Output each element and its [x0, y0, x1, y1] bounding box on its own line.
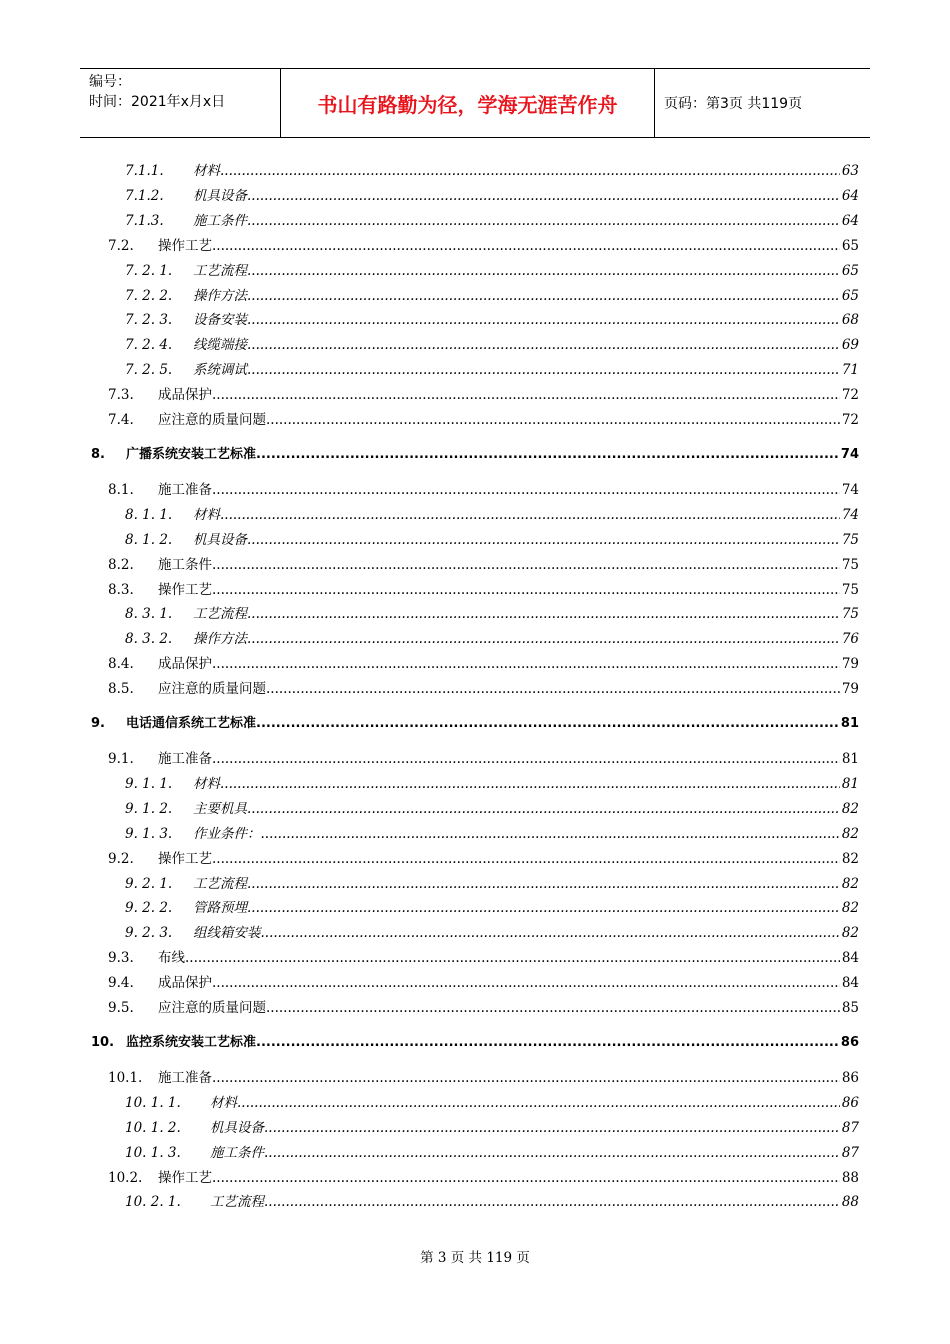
toc-entry-leader [210, 1093, 840, 1113]
toc-entry-leader [158, 654, 840, 674]
toc-entry[interactable] [0, 236, 950, 256]
toc-entry-leader [158, 679, 840, 699]
toc-entry-number: 10. [91, 1034, 115, 1050]
toc-entry-leader [158, 410, 840, 430]
toc-entry-title: 施工条件 [193, 212, 247, 229]
toc-entry-number: 10. 1. 2. [125, 1119, 181, 1136]
toc-entry-leader [193, 530, 840, 550]
toc-entry[interactable] [0, 774, 950, 794]
toc-entry-page: 65 [841, 287, 859, 304]
toc-entry[interactable] [0, 799, 950, 819]
dot-leader [266, 410, 840, 430]
toc-entry-title: 成品保护 [158, 387, 212, 404]
toc-entry-title: 应注意的质量问题 [158, 1000, 266, 1016]
toc-entry-number: 9. 1. 2. [125, 800, 173, 817]
toc-entry[interactable] [0, 824, 950, 844]
toc-entry-page: 86 [841, 1094, 859, 1111]
toc-entry-number: 8. 3. 2. [125, 631, 173, 648]
toc-entry-leader [193, 874, 840, 894]
toc-entry-leader [193, 310, 840, 330]
toc-entry[interactable] [0, 874, 950, 894]
toc-entry-title: 成品保护 [158, 975, 212, 992]
dot-leader [266, 679, 840, 699]
toc-entry-title: 布线 [158, 950, 185, 967]
toc-entry[interactable] [0, 1068, 950, 1088]
toc-entry-number: 9. 2. 3. [125, 925, 173, 942]
toc-entry-page: 84 [841, 950, 859, 967]
dot-leader [212, 385, 840, 405]
toc-entry-number: 9. 1. 1. [125, 775, 173, 792]
toc-entry-number: 8.5. [108, 681, 134, 698]
dot-leader [247, 310, 840, 330]
toc-entry-leader [210, 1192, 840, 1212]
toc-entry-number: 7.1.3. [125, 212, 164, 229]
toc-entry-number: 9.4. [108, 975, 134, 992]
toc-entry-page: 81 [841, 751, 859, 767]
toc-entry-page: 88 [841, 1169, 859, 1186]
toc-entry-title: 组线箱安装 [193, 925, 261, 942]
toc-entry-page: 74 [841, 506, 859, 523]
toc-entry-leader [193, 824, 840, 844]
toc-entry-page: 64 [841, 187, 859, 204]
toc-entry-title: 作业条件： [193, 825, 261, 842]
toc-entry-number: 7.4. [108, 412, 134, 428]
toc-entry[interactable] [0, 998, 950, 1018]
toc-entry[interactable] [0, 360, 950, 380]
dot-leader [256, 1033, 840, 1053]
toc-entry-page: 72 [841, 412, 859, 428]
toc-entry-number: 9.3. [108, 950, 134, 967]
toc-entry-leader [193, 898, 840, 918]
toc-entry-title: 施工条件 [158, 556, 212, 573]
toc-entry-leader [158, 849, 840, 869]
toc-entry[interactable] [0, 261, 950, 281]
toc-entry-title: 材料 [210, 1094, 237, 1111]
header-code-label: 编号： [89, 74, 131, 90]
toc-entry-leader [158, 555, 840, 575]
dot-leader [256, 445, 840, 465]
toc-entry-number: 9.1. [108, 751, 134, 767]
toc-entry-number: 8. 1. 1. [125, 506, 173, 523]
page-footer: 第 3 页 共 119 页 [420, 1250, 530, 1266]
dot-leader [247, 799, 840, 819]
toc-entry[interactable] [0, 679, 950, 699]
toc-entry-leader [126, 445, 840, 465]
toc-entry-page: 79 [841, 681, 859, 698]
toc-entry-leader [193, 261, 840, 281]
toc-entry[interactable] [0, 749, 950, 769]
toc-entry[interactable] [0, 898, 950, 918]
toc-entry[interactable] [0, 629, 950, 649]
toc-entry[interactable] [0, 849, 950, 869]
toc-entry-page: 63 [841, 163, 859, 179]
dot-leader [212, 654, 840, 674]
toc-entry-leader [193, 186, 840, 206]
toc-entry[interactable] [0, 286, 950, 306]
toc-entry-page: 65 [841, 237, 859, 254]
header-page-label: 页码：第3页 共119页 [664, 96, 803, 112]
toc-entry-title: 工艺流程 [193, 875, 247, 892]
toc-entry-title: 操作方法 [193, 631, 247, 648]
toc-entry-title: 应注意的质量问题 [158, 412, 266, 428]
dot-leader [247, 360, 840, 380]
dot-leader [220, 161, 840, 181]
toc-entry-page: 71 [841, 362, 859, 379]
toc-entry-title: 机具设备 [193, 531, 247, 548]
toc-entry-page: 64 [841, 212, 859, 229]
toc-entry-title: 操作工艺 [158, 1169, 212, 1186]
toc-entry-page: 87 [841, 1144, 859, 1161]
toc-entry-number: 8.4. [108, 656, 134, 673]
toc-entry[interactable] [0, 1192, 950, 1212]
dot-leader [256, 714, 840, 734]
toc-entry-leader [193, 923, 840, 943]
dot-leader [212, 1068, 840, 1088]
dot-leader [212, 973, 840, 993]
toc-entry[interactable] [0, 580, 950, 600]
dot-leader [247, 186, 840, 206]
toc-entry-number: 8. [91, 446, 105, 462]
toc-entry-leader [193, 161, 840, 181]
toc-entry-title: 电话通信系统工艺标准 [126, 716, 257, 731]
toc-entry-page: 65 [841, 262, 859, 279]
toc-entry-page: 79 [841, 656, 859, 673]
toc-entry-page: 74 [841, 481, 859, 498]
toc-entry-page: 82 [841, 850, 859, 867]
toc-entry-title: 材料 [193, 163, 220, 179]
toc-entry-page: 68 [841, 312, 859, 329]
header-date-label: 时间：2021年x月x日 [89, 94, 226, 110]
toc-entry-number: 8. 3. 1. [125, 606, 173, 623]
toc-entry[interactable] [0, 1143, 950, 1163]
dot-leader [247, 898, 840, 918]
toc-entry-leader [158, 480, 840, 500]
toc-entry-title: 施工准备 [158, 1069, 212, 1086]
dot-leader [212, 555, 840, 575]
toc-entry-number: 7.3. [108, 387, 134, 404]
dot-leader [247, 629, 840, 649]
toc-entry-title: 线缆端接 [193, 337, 247, 354]
toc-entry-number: 7.2. [108, 237, 134, 254]
toc-entry-number: 7. 2. 3. [125, 312, 173, 329]
dot-leader [247, 874, 840, 894]
toc-entry-page: 75 [841, 581, 859, 598]
toc-entry-title: 应注意的质量问题 [158, 681, 266, 698]
toc-entry[interactable] [0, 505, 950, 525]
toc-entry-number: 8.2. [108, 556, 134, 573]
toc-entry-page: 82 [841, 825, 859, 842]
toc-entry-number: 8.1. [108, 481, 134, 498]
toc-entry[interactable] [0, 335, 950, 355]
toc-entry-page: 82 [841, 900, 859, 917]
toc-entry-page: 75 [841, 606, 859, 623]
toc-entry-title: 机具设备 [193, 187, 247, 204]
dot-leader [266, 998, 840, 1018]
toc-entry-leader [193, 604, 840, 624]
toc-entry[interactable] [0, 1093, 950, 1113]
dot-leader [237, 1093, 840, 1113]
toc-entry-title: 成品保护 [158, 656, 212, 673]
toc-entry[interactable] [0, 161, 950, 181]
toc-entry-number: 9. 2. 2. [125, 900, 173, 917]
toc-entry-number: 7. 2. 5. [125, 362, 173, 379]
toc-entry[interactable] [0, 186, 950, 206]
toc-entry-title: 操作方法 [193, 287, 247, 304]
toc-entry-title: 机具设备 [210, 1119, 264, 1136]
toc-entry-page: 82 [841, 875, 859, 892]
toc-entry-title: 监控系统安装工艺标准 [126, 1034, 257, 1050]
toc-entry-title: 工艺流程 [193, 262, 247, 279]
toc-entry[interactable] [0, 310, 950, 330]
toc-entry-leader [210, 1143, 840, 1163]
toc-entry[interactable] [0, 211, 950, 231]
dot-leader [247, 261, 840, 281]
toc-entry-title: 广播系统安装工艺标准 [126, 446, 257, 462]
toc-entry[interactable] [0, 948, 950, 968]
toc-entry[interactable] [0, 604, 950, 624]
dot-leader [220, 505, 840, 525]
toc-entry-leader [193, 335, 840, 355]
toc-entry-title: 操作工艺 [158, 850, 212, 867]
toc-entry-leader [158, 1168, 840, 1188]
toc-entry-page: 75 [841, 531, 859, 548]
dot-leader [247, 211, 840, 231]
toc-entry-leader [193, 774, 840, 794]
toc-entry-title: 系统调试 [193, 362, 247, 379]
toc-entry[interactable] [0, 714, 950, 734]
toc-entry-title: 材料 [193, 775, 220, 792]
toc-entry-leader [193, 286, 840, 306]
toc-entry-leader [193, 505, 840, 525]
toc-entry-leader [126, 714, 840, 734]
toc-entry-leader [158, 1068, 840, 1088]
dot-leader [247, 335, 840, 355]
dot-leader [212, 480, 840, 500]
toc-entry-page: 86 [840, 1034, 859, 1050]
toc-entry-page: 88 [841, 1194, 859, 1211]
toc-entry[interactable] [0, 385, 950, 405]
toc-entry-title: 施工准备 [158, 751, 212, 767]
toc-entry-number: 7.1.2. [125, 187, 164, 204]
toc-entry[interactable] [0, 654, 950, 674]
toc-entry-page: 82 [841, 800, 859, 817]
toc-entry[interactable] [0, 973, 950, 993]
toc-entry-page: 87 [841, 1119, 859, 1136]
toc-entry-page: 86 [841, 1069, 859, 1086]
header-motto: 书山有路勤为径，学海无涯苦作舟 [281, 69, 655, 137]
toc-entry-number: 9. [91, 716, 105, 731]
toc-entry-number: 10.2. [108, 1169, 143, 1186]
dot-leader [261, 923, 841, 943]
toc-entry-page: 85 [841, 1000, 859, 1016]
toc-entry-title: 施工准备 [158, 481, 212, 498]
toc-entry-number: 9. 1. 3. [125, 825, 173, 842]
toc-entry[interactable] [0, 445, 950, 465]
toc-entry[interactable] [0, 410, 950, 430]
dot-leader [212, 749, 840, 769]
toc-entry-number: 7. 2. 2. [125, 287, 173, 304]
dot-leader [247, 286, 840, 306]
toc-entry-number: 9. 2. 1. [125, 875, 173, 892]
toc-entry-title: 操作工艺 [158, 237, 212, 254]
toc-entry-leader [158, 236, 840, 256]
dot-leader [247, 604, 840, 624]
toc-entry[interactable] [0, 1168, 950, 1188]
dot-leader [185, 948, 840, 968]
toc-entry-page: 74 [840, 446, 859, 462]
toc-entry-leader [193, 360, 840, 380]
toc-entry-page: 72 [841, 387, 859, 404]
toc-entry-title: 操作工艺 [158, 581, 212, 598]
toc-entry-leader [126, 1033, 840, 1053]
toc-entry-leader [158, 580, 840, 600]
toc-entry-number: 7.1.1. [125, 163, 164, 179]
toc-entry-leader [158, 948, 840, 968]
toc-entry-page: 81 [840, 716, 859, 731]
toc-entry-title: 设备安装 [193, 312, 247, 329]
toc-entry-title: 施工条件 [210, 1144, 264, 1161]
toc-entry-number: 7. 2. 4. [125, 337, 173, 354]
dot-leader [212, 580, 840, 600]
toc-entry-leader [193, 799, 840, 819]
toc-entry-title: 工艺流程 [193, 606, 247, 623]
toc-entry[interactable] [0, 480, 950, 500]
toc-entry[interactable] [0, 555, 950, 575]
toc-entry-title: 材料 [193, 506, 220, 523]
toc-entry-leader [193, 211, 840, 231]
dot-leader [261, 824, 841, 844]
toc-entry-number: 10. 2. 1. [125, 1194, 181, 1211]
toc-entry-number: 9.5. [108, 1000, 134, 1016]
dot-leader [212, 1168, 840, 1188]
toc-entry-number: 8. 1. 2. [125, 531, 173, 548]
toc-entry-leader [210, 1118, 840, 1138]
toc-entry-title: 主要机具 [193, 800, 247, 817]
header-meta [80, 69, 281, 137]
toc-entry-page: 69 [841, 337, 859, 354]
toc-entry[interactable] [0, 530, 950, 550]
toc-entry-page: 75 [841, 556, 859, 573]
toc-entry-page: 82 [841, 925, 859, 942]
toc-entry[interactable] [0, 1118, 950, 1138]
toc-entry-leader [158, 749, 840, 769]
toc-entry-page: 84 [841, 975, 859, 992]
toc-entry-number: 10.1. [108, 1069, 143, 1086]
toc-entry-number: 9.2. [108, 850, 134, 867]
dot-leader [264, 1118, 840, 1138]
toc-entry-leader [158, 973, 840, 993]
dot-leader [212, 236, 840, 256]
toc-entry-number: 10. 1. 3. [125, 1144, 181, 1161]
toc-entry-page: 81 [841, 775, 859, 792]
dot-leader [247, 530, 840, 550]
dot-leader [212, 849, 840, 869]
dot-leader [264, 1192, 840, 1212]
document-header [80, 68, 870, 138]
toc-entry-leader [193, 629, 840, 649]
toc-entry-leader [158, 385, 840, 405]
toc-entry-number: 10. 1. 1. [125, 1094, 181, 1111]
toc-entry-title: 工艺流程 [210, 1194, 264, 1211]
toc-entry-number: 7. 2. 1. [125, 262, 173, 279]
toc-entry-title: 管路预埋 [193, 900, 247, 917]
toc-entry-leader [158, 998, 840, 1018]
dot-leader [264, 1143, 840, 1163]
toc-entry-number: 8.3. [108, 581, 134, 598]
toc-entry-page: 76 [841, 631, 859, 648]
toc-entry[interactable] [0, 1033, 950, 1053]
dot-leader [220, 774, 840, 794]
toc-entry[interactable] [0, 923, 950, 943]
